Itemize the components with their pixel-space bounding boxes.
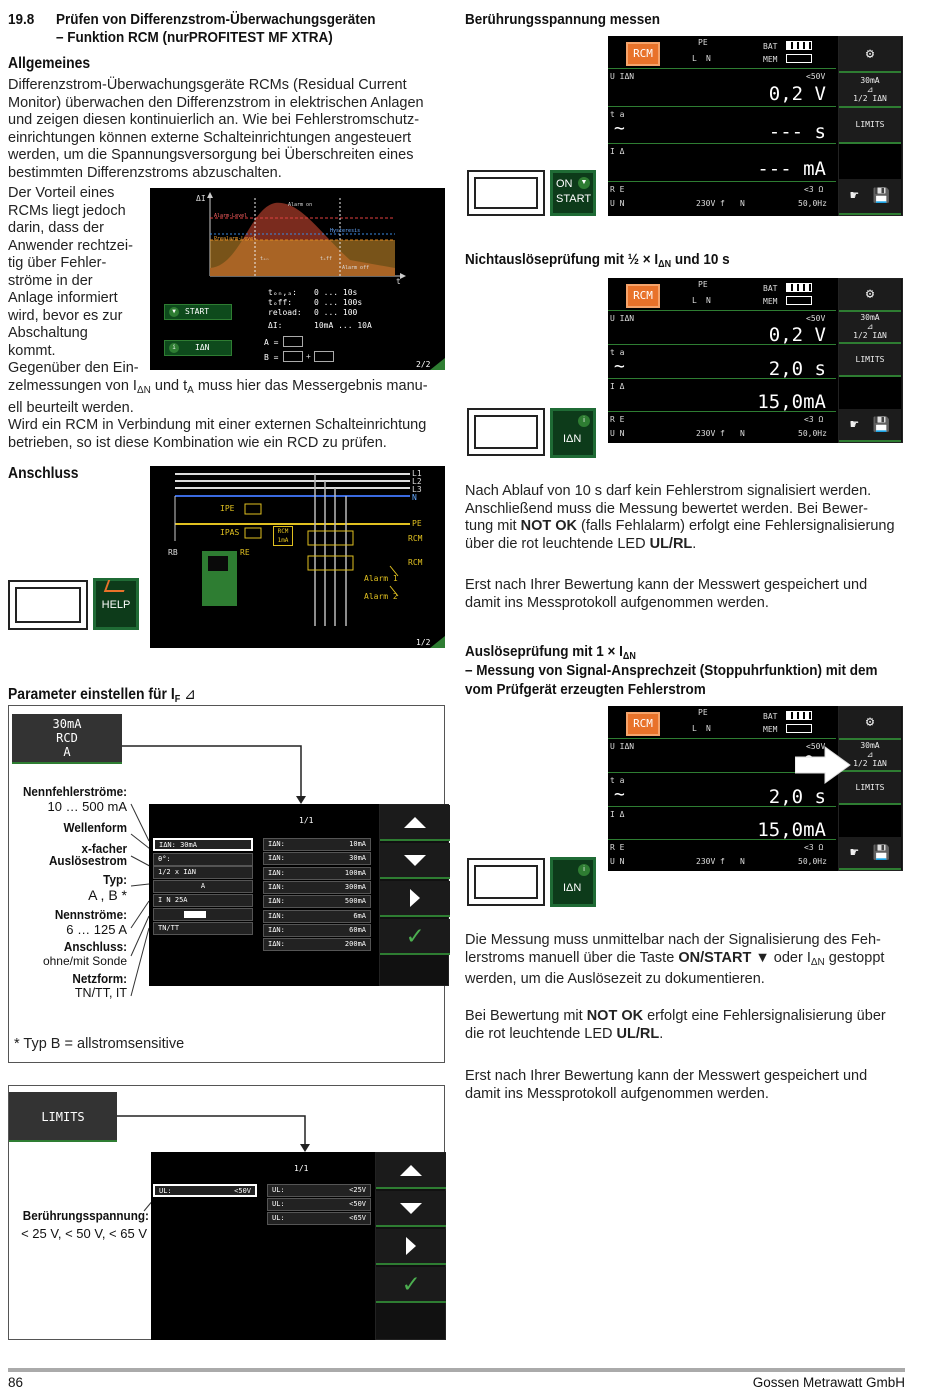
chart-param-row: tₒₙ,ₐ: [268, 288, 297, 297]
checkmark-icon: ✓ [407, 921, 423, 951]
footer-rule [8, 1368, 905, 1372]
re-label: R E [610, 415, 625, 425]
settings-button[interactable] [839, 279, 901, 312]
f-label: f [720, 198, 725, 208]
anschluss-heading: Anschluss [8, 465, 79, 482]
left-cell-netform[interactable]: TN/TT [153, 922, 253, 935]
label-anschluss: Anschluss: [63, 939, 127, 954]
param-option-cell[interactable]: IΔN: 500mA [263, 895, 371, 908]
floppy-disk-icon: 💾 [872, 188, 890, 205]
section-number: 19.8 [8, 11, 35, 28]
save-button[interactable] [839, 409, 901, 442]
ausloese-heading-3: vom Prüfgerät erzeugten Fehlerstrom [465, 681, 706, 698]
device-screen-3 [608, 706, 903, 871]
hand-pointer-icon: ☛ [850, 188, 859, 205]
checkmark-icon: ✓ [403, 1269, 419, 1299]
param-label-column [9, 784, 127, 1000]
confirm-button[interactable] [380, 919, 450, 955]
frequency-value: 50,0Hz [798, 429, 827, 439]
device-screen-2 [608, 278, 903, 443]
settings-icon: ⚙ [865, 45, 875, 62]
rcm-mode-badge: RCM [626, 284, 660, 308]
allgemeines-paragraph-2: Der Vorteil eines RCMs liegt jedoch darin, dass der Anwender rechtzei- tig über Fehler- ströme in der Anlage informiert wird, bevor es zur Abschaltung kommt. Gegenüber den Ein- [8, 185, 139, 376]
chart-param-value: 0 ... 100 [314, 308, 358, 317]
rcd-param-button[interactable]: 30mA RCD A [12, 714, 122, 764]
left-cell-in[interactable]: I N 25A [153, 894, 253, 907]
phase-l3: L3 [412, 485, 422, 494]
param-option-cell[interactable]: IΔN: 30mA [263, 852, 371, 865]
un-value: 230V [696, 198, 716, 208]
limit-50v: <50V [806, 72, 826, 81]
save-button[interactable] [839, 179, 901, 215]
down-arrow-icon [400, 1203, 422, 1214]
limit-3-ohm: <3 Ω [804, 184, 824, 194]
scroll-up-button[interactable] [376, 1153, 446, 1189]
ausloese-heading-1: Auslöseprüfung mit $1 \times I_{\Delta N}$ [465, 643, 636, 662]
i-delta-label: I Δ [610, 809, 625, 819]
bat-label: BAT [763, 712, 778, 721]
mem-label: MEM [763, 725, 778, 734]
orange-marker-icon [104, 580, 128, 592]
un-value: 230V [696, 857, 716, 867]
ac-wave-icon: ∼ [614, 355, 625, 377]
chart-prealarm-level: Prealarm-Level [214, 236, 257, 242]
limits-option[interactable]: UL: <65V [267, 1212, 371, 1225]
label-netzform: Netzform: [72, 971, 127, 986]
label-x-facher: x-facher [81, 841, 127, 856]
label-rb: RB [168, 548, 178, 557]
phase-l2: L2 [412, 477, 422, 486]
ta-label: t a [610, 109, 625, 119]
u-idn-label: U IΔN [610, 72, 635, 81]
company-name: Gossen Metrawatt GmbH [752, 1375, 905, 1390]
current-value: 15,0mA [757, 391, 826, 414]
ac-wave-icon [283, 351, 303, 362]
floppy-disk-icon: 💾 [872, 844, 890, 861]
un-label: U N [610, 198, 625, 208]
battery-icon [786, 283, 812, 292]
left-cell-idn[interactable]: IΔN: 30mA [153, 838, 253, 851]
param-option-cell[interactable]: IΔN: 200mA [263, 938, 371, 951]
hand-pointer-icon: ☛ [850, 844, 859, 861]
limits-option[interactable]: UL: <50V [267, 1198, 371, 1211]
param-option-cell[interactable]: IΔN: 300mA [263, 881, 371, 894]
limits-select-screen [151, 1152, 446, 1340]
device-side-buttons [838, 36, 903, 216]
ta-label: t a [610, 347, 625, 357]
settings-icon: ⚙ [865, 714, 875, 731]
u-idn-label: U IΔN [610, 314, 635, 323]
voltage-value: 0,2 V [768, 83, 826, 106]
rcm-1ma-block: RCM 1mA [273, 526, 293, 546]
waveform-icon: ⊿ [866, 84, 874, 94]
on-start-key[interactable]: ON START ▼ [550, 170, 596, 216]
label-ipe: IPE [220, 504, 235, 513]
confirm-button[interactable] [376, 1267, 446, 1303]
n-label: N [740, 857, 745, 867]
frequency-value: 50,0Hz [798, 198, 827, 208]
rcm-box-1: RCM [408, 534, 423, 543]
save-button[interactable] [839, 837, 901, 870]
time-value: 2,0 s [768, 357, 826, 380]
anschluss-page-indicator: 1/2 [416, 638, 431, 647]
limits-button[interactable]: LIMITS [839, 108, 901, 144]
memory-icon [786, 54, 812, 63]
chart-param-row: ΔI: [268, 321, 283, 330]
pe-indicator: PE [698, 38, 708, 47]
ausloese-paragraph-2: Bei Bewertung mit NOT OK erfolgt eine Fehlersignalisierung über die rot leuchtende LED UL/RL. [465, 1008, 886, 1042]
limits-left-cell[interactable]: UL: <50V [153, 1184, 257, 1197]
value-typ: A , B * [88, 887, 127, 903]
param-page-indicator: 1/1 [299, 816, 314, 825]
l-indicator: L [692, 54, 697, 63]
settings-button[interactable] [839, 37, 901, 73]
f-label: f [720, 857, 725, 867]
limit-3-ohm: <3 Ω [804, 843, 824, 853]
up-arrow-icon [400, 1165, 422, 1176]
scroll-up-button[interactable] [380, 805, 450, 841]
limit-50v: <50V [806, 314, 826, 323]
param-option-cell[interactable]: IΔN: 60mA [263, 924, 371, 937]
label-re: RE [240, 548, 250, 557]
chart-param-row: reload: [268, 308, 302, 317]
re-label: R E [610, 184, 625, 194]
mem-label: MEM [763, 297, 778, 306]
n-label: N [740, 198, 745, 208]
ta-label: t a [610, 775, 625, 785]
frequency-value: 50,0Hz [798, 857, 827, 867]
label-ausloesestrom: Auslösestrom [48, 853, 127, 868]
allgemeines-paragraph-3: zelmessungen von $I_{\Delta N}$ und $t_A$ muss hier das Messergebnis manu- ell beurteilt werden. [8, 378, 428, 416]
chart-start-button[interactable]: ▼ START [164, 304, 232, 320]
allgemeines-paragraph-4: Wird ein RCM in Verbindung mit einer externen Schalteinrichtung betrieben, so ist diese Kombination wie ein RCD zu prüfen. [8, 417, 427, 451]
time-value: 2,0 s [768, 785, 826, 808]
left-cell-type[interactable]: A [153, 880, 253, 893]
param-side-buttons [379, 804, 449, 986]
un-label: U N [610, 429, 625, 439]
i-delta-label: I Δ [610, 381, 625, 391]
label-typ: Typ: [103, 872, 127, 887]
value-nennstroeme: 6 … 125 A [66, 922, 127, 937]
value-nennfehlerstroeme: 10 … 500 mA [47, 799, 127, 814]
value-anschluss: ohne/mit Sonde [42, 954, 127, 968]
parameter-figure [8, 705, 445, 1063]
settings-icon: ⚙ [865, 286, 875, 303]
info-icon: i [578, 415, 590, 427]
left-cell-waveform[interactable]: θ°: [153, 853, 253, 866]
allgemeines-heading: Allgemeines [8, 55, 91, 72]
limits-button[interactable]: LIMITS [839, 772, 901, 805]
memory-icon [786, 724, 812, 733]
ausloese-paragraph-3: Erst nach Ihrer Bewertung kann der Messwert gespeichert und damit ins Messprotokoll aufgenommen werden. [465, 1068, 868, 1102]
chart-x-axis-label: t [396, 277, 401, 286]
chart-alarm-level: Alarm-Level [214, 213, 248, 219]
right-arrow-icon [410, 889, 420, 907]
settings-button[interactable] [839, 707, 901, 740]
rcm-mode-badge: RCM [626, 712, 660, 736]
bat-label: BAT [763, 284, 778, 293]
info-icon: i [578, 864, 590, 876]
current-value: 15,0mA [757, 819, 826, 842]
chart-page-indicator: 2/2 [416, 360, 431, 369]
un-label: U N [610, 857, 625, 867]
label-nennstroeme: Nennströme: [54, 907, 127, 922]
waveform-icon: ⊿ [866, 322, 874, 332]
time-value: --- s [768, 120, 826, 143]
re-label: R E [610, 843, 625, 853]
param-option-cell[interactable]: IΔN: 6mA [263, 910, 371, 923]
ac-wave-icon: ∼ [614, 783, 625, 805]
param-option-cell[interactable]: IΔN: 10mA [263, 838, 371, 851]
u-idn-label: U IΔN [610, 742, 635, 751]
label-wellenform: Wellenform [63, 820, 127, 835]
i-delta-label: I Δ [610, 147, 625, 156]
alarm-1-label: Alarm 1 [364, 574, 398, 583]
nichtausloese-paragraph-2: Erst nach Ihrer Bewertung kann der Messwert gespeichert und damit ins Messprotokoll aufgenommen werden. [465, 577, 868, 611]
param-footnote: * Typ B = allstromsensitive [14, 1036, 185, 1052]
idn-param-button[interactable]: 30mA ⊿ 1/2 IΔN [839, 740, 901, 773]
floppy-disk-icon: 💾 [872, 416, 890, 433]
memory-icon [786, 296, 812, 305]
chart-b-eq: B = [264, 353, 279, 362]
parameter-heading: Parameter einstellen für $I_F$ ⊿ [8, 686, 196, 705]
rcm-box-2: RCM [408, 558, 423, 567]
value-netzform: TN/TT, IT [74, 986, 127, 1000]
phase-l1: L1 [412, 469, 422, 478]
param-select-screen [149, 804, 446, 986]
next-button[interactable] [380, 881, 450, 917]
nichtausloese-paragraph-1: Nach Ablauf von 10 s darf kein Fehlerstrom signalisiert werden. Anschließend muss die Messung bewertet werden. Bei Bewer- tung mit NOT OK (falls Fehlalarm) erfolgt eine Fehlersignalisierung über die rot leuchtende LED UL/RL. [465, 483, 895, 552]
help-key[interactable]: HELP [93, 578, 139, 630]
limits-button[interactable]: LIMITS [9, 1092, 117, 1142]
n-indicator: N [706, 724, 711, 733]
chart-param-row: tₒff: [268, 298, 293, 307]
ausloese-heading-2: – Messung von Signal-Ansprechzeit (Stoppuhrfunktion) mit dem [465, 662, 878, 679]
device-display-icon [467, 170, 545, 216]
neutral-n: N [412, 493, 417, 502]
un-value: 230V [696, 429, 716, 439]
section-title-line2: – Funktion RCM (nurPROFITEST MF XTRA) [56, 29, 333, 46]
chart-y-axis-label: ΔI [196, 194, 206, 203]
device-screen-1 [608, 36, 903, 216]
left-cell-factor[interactable]: 1/2 x IΔN [153, 866, 253, 879]
limit-3-ohm: <3 Ω [804, 415, 824, 425]
chart-param-value: 0 ... 100s [314, 298, 363, 307]
chart-toff: tₒff [320, 256, 333, 262]
wiring-diagram [150, 466, 445, 648]
ac-wave-icon: ∼ [614, 117, 625, 139]
chart-idn-button[interactable]: i IΔN [164, 340, 232, 356]
limits-side-buttons [375, 1152, 446, 1340]
down-arrow-icon [404, 855, 426, 866]
idn-key[interactable]: i IΔN [550, 857, 596, 907]
chart-param-value: 0 ... 10s [314, 288, 358, 297]
chart-hysteresis: Hysteresis [330, 228, 361, 234]
rcm-characteristic-screen: ΔI t Alarm on Alarm-Level Hysteresis Prealarm-Level Alarm off tₒₙ tₒff ▼ START i IΔN tₒₙ,ₐ: 0 ... 10s tₒff: 0 ... 100s reload: 0 ... 100 ΔI: 10mA ... 10A A = B = + 2/2 [150, 188, 445, 370]
label-ipas: IPAS [220, 528, 240, 537]
right-arrow-icon [406, 1237, 416, 1255]
limit-50v: <50V [806, 742, 826, 751]
idn-param-button[interactable]: 30mA ⊿ 1/2 IΔN [839, 73, 901, 109]
ausloese-paragraph-1: Die Messung muss unmittelbar nach der Signalisierung des Feh- lerstroms manuell über die Taste ON/START ▼ oder $I_{\Delta N}$ gestoppt werden, um die Auslösezeit zu dokumentieren. [465, 932, 885, 987]
device-display-icon [8, 580, 88, 630]
battery-icon [786, 41, 812, 50]
chart-alarm-off: Alarm off [342, 265, 370, 271]
left-cell-connection[interactable] [153, 908, 253, 921]
battery-icon [786, 711, 812, 720]
label-nennfehlerstroeme: Nennfehlerströme: [22, 784, 127, 799]
f-label: f [720, 429, 725, 439]
value-beruehrungsspannung: < 25 V, < 50 V, < 65 V [21, 1226, 147, 1241]
voltage-value: 0,2 V [768, 323, 826, 346]
rcm-mode-badge: RCM [626, 42, 660, 66]
down-icon: ▼ [578, 177, 590, 189]
protective-earth: PE [412, 519, 422, 528]
mem-label: MEM [763, 55, 778, 64]
ac-wave-icon [283, 336, 303, 347]
idn-param-button[interactable]: 30mA ⊿ 1/2 IΔN [839, 312, 901, 345]
limits-figure [8, 1085, 445, 1340]
device-display-icon [467, 408, 545, 456]
allgemeines-paragraph-1: Differenzstrom-Überwachungsgeräte RCMs (Residual Current Monitor) überwachen den Differenzstrom in elektrischen Anlagen und zeigen diesen kontinuierlich an. Wie bei Fehlerstromschutz- einrichtungen können externe Schalteinrichtungen angesteuert werden, um die Spannungsversorgung bei Überschreiten eines bestimmten Differenzstroms abzuschalten. [8, 77, 424, 181]
limits-page-indicator: 1/1 [294, 1164, 309, 1173]
waveform-icon: ⊿ [866, 750, 874, 760]
alarm-2-label: Alarm 2 [364, 592, 398, 601]
chart-ton: tₒₙ [260, 256, 270, 262]
device-display-icon [467, 858, 545, 906]
next-button[interactable] [376, 1229, 446, 1265]
connection-diagram-screen [150, 466, 445, 648]
info-icon: i [169, 343, 179, 353]
l-indicator: L [692, 724, 697, 733]
device-side-buttons [838, 278, 903, 443]
scroll-down-button[interactable] [376, 1191, 446, 1227]
n-indicator: N [706, 296, 711, 305]
bat-label: BAT [763, 42, 778, 51]
white-arrow-icon [795, 745, 855, 785]
chart-param-value: 10mA ... 10A [314, 321, 372, 330]
n-indicator: N [706, 54, 711, 63]
l-indicator: L [692, 296, 697, 305]
beruehrungsspannung-heading: Berührungsspannung messen [465, 11, 661, 28]
nichtausloese-heading: Nichtauslöseprüfung mit ½ × $I_{\Delta N}$ und 10 s [465, 251, 730, 270]
pe-indicator: PE [698, 280, 708, 289]
hand-pointer-icon: ☛ [850, 416, 859, 433]
chart-alarm-on: Alarm on [288, 202, 313, 208]
device-side-buttons [838, 706, 903, 871]
up-arrow-icon [404, 817, 426, 828]
param-option-cell[interactable]: IΔN: 100mA [263, 867, 371, 880]
n-label: N [740, 429, 745, 439]
pe-indicator: PE [698, 708, 708, 717]
idn-key[interactable]: i IΔN [550, 408, 596, 458]
label-beruehrungsspannung: Berührungsspannung: [22, 1208, 149, 1223]
dc-icon [314, 351, 334, 362]
limits-button[interactable]: LIMITS [839, 344, 901, 377]
scroll-down-button[interactable] [380, 843, 450, 879]
probe-icon [184, 911, 206, 918]
down-icon: ▼ [169, 307, 179, 317]
chart-a-eq: A = [264, 338, 279, 347]
limits-option[interactable]: UL: <25V [267, 1184, 371, 1197]
current-value: --- mA [757, 158, 826, 181]
page-number: 86 [8, 1375, 24, 1390]
section-title-line1: Prüfen von Differenzstrom-Überwachungsgeräten [56, 11, 376, 28]
